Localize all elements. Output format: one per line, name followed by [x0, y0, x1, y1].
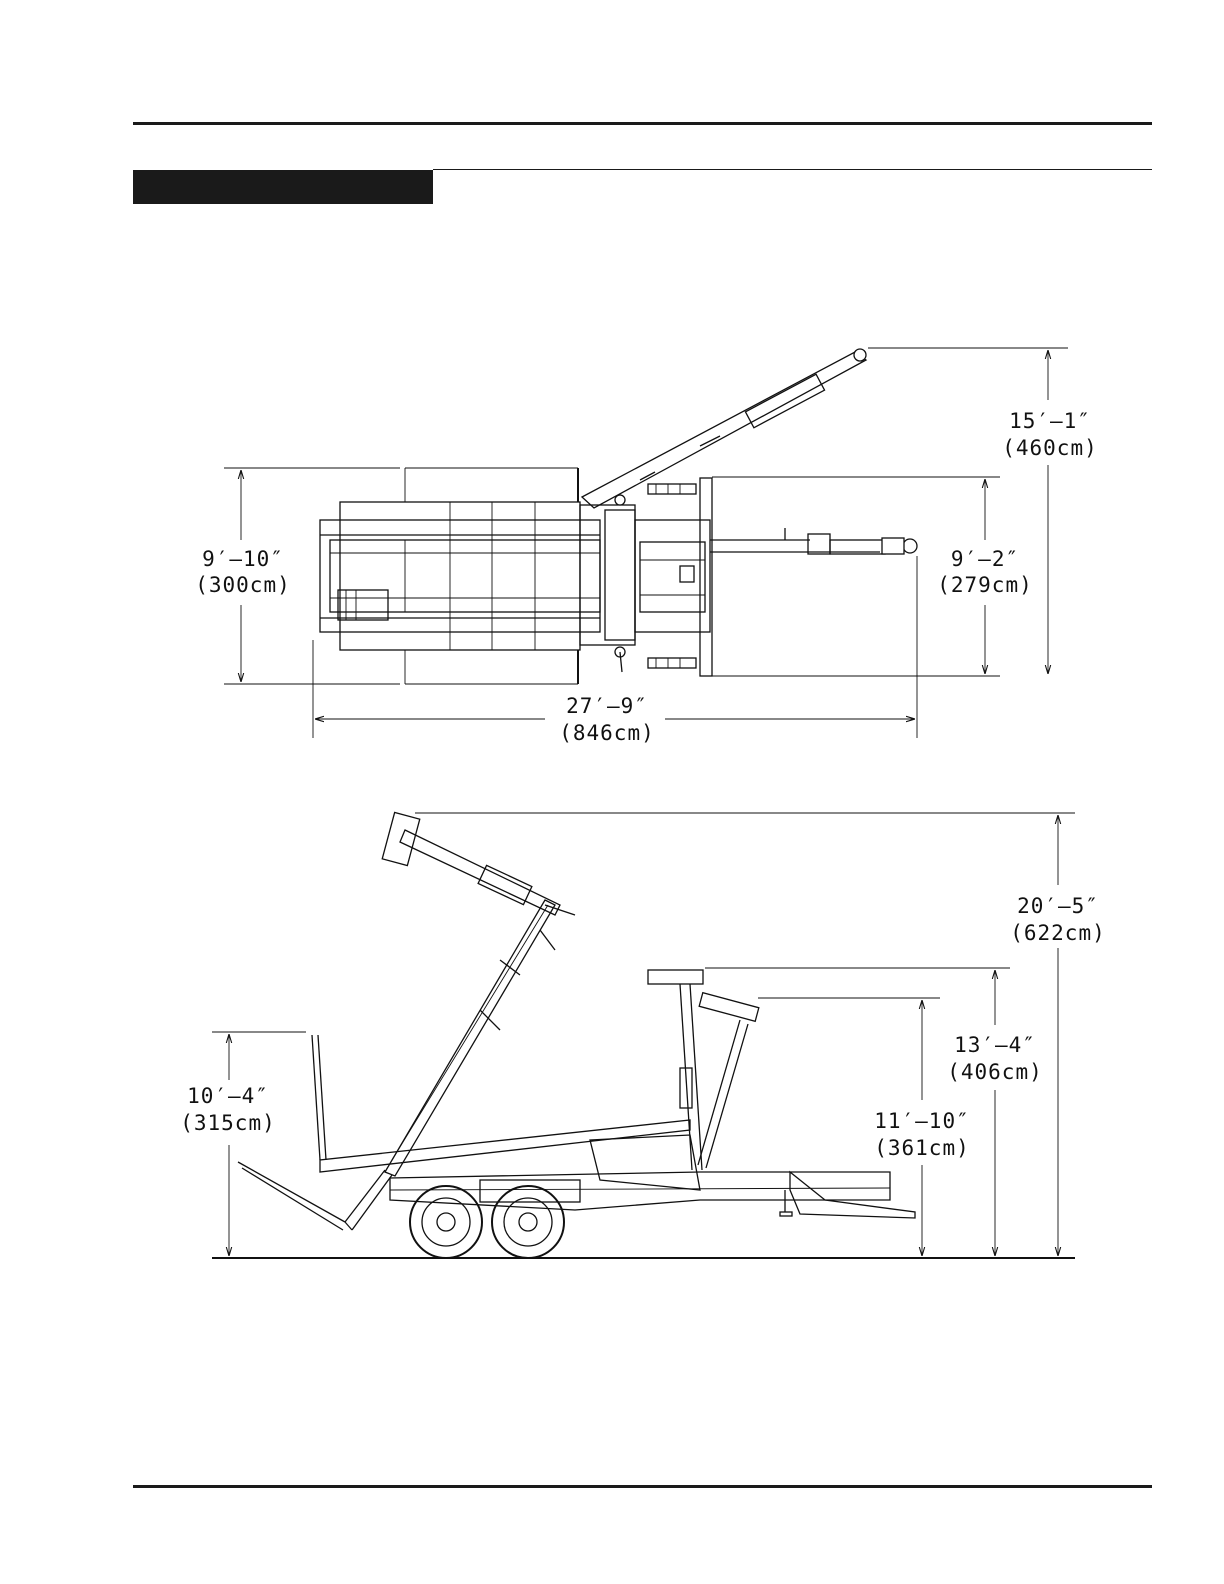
- overall-width-imperial: 9′–10″: [202, 547, 284, 571]
- overall-width-metric: (300cm): [195, 573, 291, 597]
- mid-height-metric: (361cm): [874, 1136, 970, 1160]
- side-dimensions: [212, 813, 1075, 1256]
- plan-view: [320, 349, 917, 684]
- plan-dimensions: [224, 348, 1068, 738]
- side-view: [212, 812, 1075, 1258]
- fork-height-metric: (315cm): [180, 1111, 276, 1135]
- arm-width-imperial: 15′–1″: [1009, 409, 1091, 433]
- overall-length-imperial: 27′–9″: [566, 694, 648, 718]
- max-height-imperial: 20′–5″: [1017, 894, 1099, 918]
- arm-height-metric: (406cm): [947, 1060, 1043, 1084]
- hitch-width-imperial: 9′–2″: [950, 547, 1020, 571]
- hitch-width-metric: (279cm): [937, 573, 1033, 597]
- max-height-metric: (622cm): [1010, 921, 1106, 945]
- arm-height-imperial: 13′–4″: [954, 1033, 1036, 1057]
- fork-height-imperial: 10′–4″: [187, 1084, 269, 1108]
- overall-length-metric: (846cm): [559, 721, 655, 745]
- arm-width-metric: (460cm): [1002, 436, 1098, 460]
- mid-height-imperial: 11′–10″: [874, 1109, 970, 1133]
